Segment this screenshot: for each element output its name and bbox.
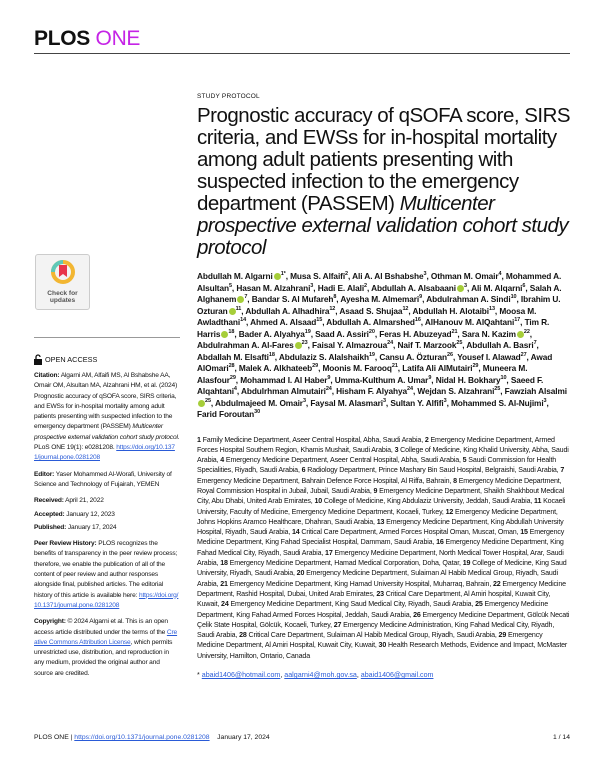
affiliation xyxy=(197,436,425,444)
affiliation-number: 9 xyxy=(373,486,378,495)
author-name: Naif T. Marzook xyxy=(397,340,457,350)
affiliation-ref: 29 xyxy=(472,363,479,370)
title-main: Prognostic accuracy of qSOFA score, SIRS criteria, and EWSs for in-hospital mortality among adult patients presenting with suspected infection to the emergency department (PASSEM) xyxy=(197,104,571,215)
editor xyxy=(34,470,180,491)
affiliation-text: Critical Care Department, Armed Forces Hospital Oman, Muscat, Oman, xyxy=(299,528,521,537)
affiliation-ref: 27 xyxy=(520,351,527,358)
author-name: Bader A. Alyahya xyxy=(238,328,305,339)
copyright-text: © 2024 Algarni et al. This is an open access article distributed under the terms of the xyxy=(34,618,168,636)
affiliation-ref: 19 xyxy=(304,328,311,335)
author-name: Abdullah H. Alotaibi xyxy=(412,305,489,316)
author xyxy=(451,398,547,408)
article-title xyxy=(197,105,572,259)
author-name: Abdullah A. Alsabaani xyxy=(371,282,456,293)
affiliation xyxy=(221,600,475,608)
affiliation xyxy=(220,456,462,464)
orcid-icon[interactable] xyxy=(295,342,302,349)
author xyxy=(431,271,502,281)
author xyxy=(426,294,516,304)
author xyxy=(379,329,457,339)
affiliation-number: 18 xyxy=(220,559,228,568)
author-name: Abdullah M. Algarni xyxy=(197,271,273,281)
author-name: Sara N. Kazim xyxy=(461,328,516,339)
sidebar-divider xyxy=(34,337,180,338)
badge-line2: updates xyxy=(49,297,76,304)
author xyxy=(312,340,393,350)
affiliation-ref: 5 xyxy=(228,282,232,289)
affiliation-number: 22 xyxy=(492,579,501,588)
affiliation-number: 16 xyxy=(436,538,444,547)
affiliation-ref: 4 xyxy=(498,271,502,278)
author-name: Abdulmajeed M. Omair xyxy=(215,397,303,408)
affiliation-number: 12 xyxy=(445,507,454,516)
citation-label: Citation: xyxy=(34,372,60,379)
affiliation-text: Emergency Medicine Department, Armed Forces Hospital Southern Region, Khamis Mushait, Saudi Arabia, xyxy=(197,435,555,454)
affiliation xyxy=(292,528,520,536)
open-lock-icon xyxy=(34,354,42,365)
author xyxy=(279,352,375,362)
peer-review-label: Peer Review History: xyxy=(34,540,97,548)
published-label: Published: xyxy=(34,523,67,531)
corresponding-emails: * abaid1406@hotmail.com, aalgarni4@moh.gov.sa, abaid1406@gmail.com xyxy=(197,671,434,680)
author-name: Wejdan S. Alzahrani xyxy=(417,386,495,396)
affiliation-ref: 22 xyxy=(523,328,530,335)
affiliation-text: Family Medicine Department, Aseer Central Hospital, Abha, Saudi Arabia, xyxy=(200,435,425,444)
author xyxy=(417,386,500,396)
author xyxy=(326,317,420,327)
affiliation-ref: 3 xyxy=(382,397,386,404)
affiliation-number: 24 xyxy=(221,600,229,609)
affiliation-ref: 16 xyxy=(414,317,421,324)
affiliation-text: Radiology Department, Prince Mashary Bin Saud Hospital, Belgraishi, Saudi Arabia, xyxy=(305,466,561,475)
author xyxy=(197,352,275,362)
affiliation-ref: 10 xyxy=(500,374,507,381)
affiliation-text: Saudi Commission for Health Specialities, Riyadh, Saudi Arabia, xyxy=(197,456,557,475)
author-name: Cansu A. Özturan xyxy=(379,351,448,362)
published xyxy=(34,523,180,533)
footer-journal: PLOS ONE | xyxy=(34,734,73,741)
affiliation-text: Emergency Medicine Department, Rashid Hospital, Dubai, United Arab Emirates, xyxy=(197,579,566,598)
article-type: STUDY PROTOCOL xyxy=(197,93,260,100)
author-name: Latifa Ali AlMutairi xyxy=(402,363,473,373)
affiliation-ref: 18 xyxy=(268,351,275,358)
copyright-label: Copyright: xyxy=(34,618,66,626)
affiliation-ref: 29 xyxy=(312,363,319,370)
author-name: Umma-Kulthum A. Umar xyxy=(334,374,429,385)
title-subtitle: Multicenter prospective external validation cohort study protocol xyxy=(197,192,569,259)
affiliation-number: 11 xyxy=(534,497,542,506)
affiliation-number: 15 xyxy=(520,528,528,537)
author-name: AlHanouv M. AlQahtani xyxy=(424,317,515,327)
published-date: January 17, 2024 xyxy=(67,523,117,531)
affiliation-ref: 21 xyxy=(451,328,458,335)
page-body xyxy=(0,54,600,685)
affiliation-text: Emergency Medicine Department, King Abdullah University Hospital, Riyadh, Saudi Arabia, xyxy=(197,517,564,537)
affiliations xyxy=(197,435,570,662)
affiliation-ref: 7 xyxy=(533,340,537,347)
main-column xyxy=(197,54,570,680)
affiliation-text: Critical Care Department, Al Amiri hospital, Kuwait City, Kuwait, xyxy=(197,589,551,609)
affiliation-text: College of Medicine, King Abdulaziz University, Jeddah, Saudi Arabia, xyxy=(322,497,535,506)
affiliation-number: 5 xyxy=(462,456,467,465)
affiliation-text: Emergency Medicine Department, Johns Hopkins Aramco Healthcare, Dhahran, Saudi Arabia, xyxy=(197,507,558,526)
author xyxy=(462,329,530,339)
author xyxy=(290,271,348,281)
author-name: Abdallah M. Elsafti xyxy=(197,351,269,362)
affiliation-ref: 25 xyxy=(494,386,501,393)
affiliation-ref: 3 xyxy=(423,271,427,278)
orcid-icon[interactable] xyxy=(517,331,524,338)
citation-journal: PLoS ONE 19(1): e0281208. xyxy=(34,444,115,452)
author-name: Nidal H. Bokhary xyxy=(435,374,501,385)
author xyxy=(457,352,526,362)
affiliation-ref: 3 xyxy=(310,282,314,289)
author-name: Salah A. Alghanem xyxy=(197,282,562,304)
author-name: Moonis M. Farooq xyxy=(322,363,392,373)
affiliation-text: Emergency Medicine Department, Aseer Central Hospital, Abha, Saudi Arabia, xyxy=(224,456,463,465)
author xyxy=(197,409,260,419)
author-name: Muneera M. Alasfour xyxy=(197,363,528,385)
affiliation-ref: 9 xyxy=(327,374,331,381)
affiliation xyxy=(220,580,493,588)
plos-one-logo xyxy=(34,28,570,50)
affiliation-ref: 19 xyxy=(368,351,375,358)
orcid-icon[interactable] xyxy=(229,308,236,315)
received-label: Received: xyxy=(34,497,64,505)
affiliation-number: 23 xyxy=(376,589,384,598)
citation-italic: Multicenter prospective external validation cohort study protocol. xyxy=(34,423,180,441)
logo-plos: PLOS xyxy=(34,27,90,50)
affiliation-ref: 24 xyxy=(325,386,332,393)
footer-date: January 17, 2024 xyxy=(217,734,270,741)
author-name: Abdulrahman A. Sindi xyxy=(426,294,511,304)
author-name: Asaad S. Shujaa xyxy=(339,305,403,316)
author-name: Abdullah A. Basri xyxy=(466,340,534,350)
author xyxy=(245,306,335,316)
affiliation-text: Emergency Medicine Department, Gölcük Necati Çelik State Hospital, Gölcük, Kocaeli, Turkey, xyxy=(197,610,570,629)
author-name: Abdulrahman A. Al-Fares xyxy=(197,340,294,350)
author-name: Musa S. Alfaifi xyxy=(290,271,346,281)
affiliation-text: Emergency Medicine Department, Bahrain Defence Force Hospital, Al Riffa, Bahrain, xyxy=(197,476,454,485)
author xyxy=(379,352,453,362)
author-name: Mohammed A. Alsultan xyxy=(197,271,562,293)
author xyxy=(318,283,367,293)
affiliation-text: Emergency Medicine Department, Sulaiman Al Habib Medical Group, Riyadh, Saudi Arabia, xyxy=(197,569,558,588)
affiliation-ref: 8 xyxy=(333,294,337,301)
author-name: Ali A. Al Bshabshe xyxy=(352,271,424,281)
affiliation-ref: 21 xyxy=(391,363,398,370)
affiliation-ref: 26 xyxy=(447,351,453,358)
author-name: Ahmed A. Alsaad xyxy=(250,317,317,327)
author-name: Hisham F. Alyahya xyxy=(336,386,408,396)
affiliation-ref: 3 xyxy=(464,282,467,289)
affiliation-ref: 2 xyxy=(364,282,367,289)
affiliation-number: 4 xyxy=(220,456,225,465)
author xyxy=(322,363,397,373)
author-name: Mohammad I. Al Haber xyxy=(240,374,328,385)
author xyxy=(240,375,330,385)
affiliation-text: Emergency Medicine Department, Al Amiri Hospital, Kuwait City, Kuwait, xyxy=(197,631,543,650)
received xyxy=(34,496,180,506)
copyright-text-end: , which permits unrestricted use, distribution, and reproduction in any medium, provided the original author and source are credited. xyxy=(34,638,173,677)
affiliation-text: Emergency Medicine Administration, King Fahad Medical City, Riyadh, Saudi Arabia, xyxy=(197,620,555,640)
citation-doi-link[interactable]: https://doi.org/10.1371/journal.pone.0281208 xyxy=(34,444,175,462)
author-name: Saad A. Assiri xyxy=(315,328,369,339)
author-name: Othman M. Omair xyxy=(430,271,499,281)
author xyxy=(425,317,520,327)
email-link[interactable]: aalgarni4@moh.gov.sa xyxy=(284,671,357,680)
affiliation-ref: 15 xyxy=(316,317,323,324)
affiliation-number: 7 xyxy=(560,466,565,475)
author xyxy=(336,386,413,396)
affiliation-ref: 12 xyxy=(329,305,336,312)
author xyxy=(315,329,375,339)
author xyxy=(436,375,507,385)
author xyxy=(471,283,525,293)
accepted xyxy=(34,510,180,520)
page-footer xyxy=(34,723,570,776)
affiliation-number: 25 xyxy=(475,600,483,609)
author-name: Abdullah A. Alhadhira xyxy=(245,305,330,316)
author xyxy=(239,329,311,339)
affiliation-ref: 7 xyxy=(244,294,248,301)
author-name: Feras H. Abuzeyad xyxy=(379,328,452,339)
author-name: Farid Foroutan xyxy=(197,409,255,419)
author-name: Abdulrhman Almutairi xyxy=(240,386,326,396)
orcid-icon[interactable] xyxy=(457,285,464,292)
affiliation-number: 27 xyxy=(333,620,342,629)
affiliation-number: 2 xyxy=(424,435,429,444)
author xyxy=(402,363,478,373)
author-name: Yousef I. Alawad xyxy=(457,351,521,362)
affiliation-ref: 30 xyxy=(254,409,261,416)
author-name: Abdulaziz S. Alalshaikh xyxy=(278,351,369,362)
affiliation-ref: 9 xyxy=(419,294,423,301)
editor-text: Yaser Mohammed Al-Worafi, University of Science and Technology of Fujairah, YEMEN xyxy=(34,470,172,488)
affiliation-text: Emergency Medicine Department, King Fahad Medical City, Riyadh, Saudi Arabia, xyxy=(197,538,564,557)
affiliation-text: Emergency Medicine Department, King Fahad Armed Forces Hospital, Jeddah, Saudi Arabia, xyxy=(197,600,549,619)
author xyxy=(397,340,462,350)
affiliation-ref: 23 xyxy=(301,340,308,347)
affiliation-ref: 28 xyxy=(228,363,235,370)
accepted-date: January 12, 2023 xyxy=(66,510,115,518)
author xyxy=(340,294,422,304)
affiliation-ref: 24 xyxy=(387,340,394,347)
author-name: Moosa M. Awladthani xyxy=(197,305,537,327)
affiliation xyxy=(220,559,462,567)
author xyxy=(250,317,322,327)
license-link[interactable]: Creative Commons Attribution License xyxy=(34,628,178,646)
author-name: Ayesha M. Almemari xyxy=(340,294,420,304)
author xyxy=(215,398,306,408)
author xyxy=(335,375,432,385)
received-date: April 21, 2022 xyxy=(65,497,104,505)
author-name: Bandar S. Al Mufareh xyxy=(251,294,334,304)
check-for-updates-button[interactable] xyxy=(35,254,90,310)
footer-doi-link[interactable]: https://doi.org/10.1371/journal.pone.0281208 xyxy=(74,734,210,741)
affiliation-number: 28 xyxy=(239,631,247,640)
affiliation-ref: 1* xyxy=(280,271,286,278)
affiliation-number: 21 xyxy=(220,579,228,588)
affiliation-number: 29 xyxy=(498,631,507,640)
sidebar xyxy=(34,54,180,685)
affiliation-ref: 20 xyxy=(368,328,375,335)
affiliation-text: Emergency Medicine Department, Hamad Medical Corporation, Doha, Qatar, xyxy=(227,559,463,568)
email-link[interactable]: abaid1406@hotmail.com xyxy=(201,671,281,680)
orcid-icon[interactable] xyxy=(274,273,281,280)
author xyxy=(197,340,308,350)
affiliation-text: Emergency Medicine Department, North Medical Tower Hospital, Arar, Saudi Arabia, xyxy=(197,548,564,568)
affiliation-ref: 10 xyxy=(510,294,517,301)
affiliation-text: Emergency Medicine Department, King Fahad Specialist Hospital, Dammam, Saudi Arabia, xyxy=(197,528,565,547)
affiliation xyxy=(314,497,534,505)
affiliation-ref: 12 xyxy=(402,305,409,312)
peer-review-history xyxy=(34,539,180,611)
author xyxy=(197,271,286,281)
affiliation-ref: 4 xyxy=(233,386,237,393)
affiliation-ref: 24 xyxy=(407,386,413,393)
affiliation-ref: 25 xyxy=(456,340,463,347)
accepted-label: Accepted: xyxy=(34,510,65,518)
affiliation-text: Emergency Medicine Department, King Hamad University Hospital, Muharraq, Bahrain, xyxy=(227,579,493,588)
affiliation-text: Health Research Methods, Evidence and Impact, McMaster University, Hamilton, Ontario, Canada xyxy=(197,641,568,660)
affiliation-number: 26 xyxy=(413,610,421,619)
author xyxy=(310,398,386,408)
affiliation-number: 19 xyxy=(462,559,471,568)
affiliation-ref: 13 xyxy=(488,305,495,312)
affiliation-number: 1 xyxy=(197,435,201,444)
author xyxy=(352,271,426,281)
affiliation-number: 30 xyxy=(378,641,387,650)
author xyxy=(466,340,536,350)
author-name: Hasan M. Alzahrani xyxy=(236,282,311,293)
affiliation-number: 6 xyxy=(301,466,306,475)
author-name: Malek A. Alkhateeb xyxy=(238,363,313,373)
affiliation-text: Critical Care Department, Sulaiman Al Habib Medical Group, Riyadh, Saudi Arabia, xyxy=(246,631,499,640)
author-name: Fawziah Alsalmi xyxy=(504,386,567,396)
peer-review-link[interactable]: https://doi.org/10.1371/journal.pone.0281208 xyxy=(34,591,179,609)
check-updates-icon xyxy=(50,259,76,285)
author xyxy=(241,386,332,396)
peer-review-text: PLOS recognizes the benefits of transparency in the peer review process; therefore, we enable the publication of all of the content of peer review and author responses alongside final, published articles. The editorial history of this article is available here: xyxy=(34,540,178,599)
citation xyxy=(34,371,180,464)
affiliation-ref: 11 xyxy=(235,305,242,312)
affiliation-text: College of Medicine, King Khalid University, Abha, Saudi Arabia, xyxy=(197,445,569,465)
affiliation xyxy=(239,631,498,639)
author xyxy=(371,283,467,293)
author-name: Tim R. Harris xyxy=(197,317,550,339)
affiliation-ref: 25 xyxy=(205,397,211,404)
affiliation-text: College of Medicine, King Saud University, Riyadh, Saudi Arabia, xyxy=(197,559,567,578)
affiliation-number: 20 xyxy=(296,569,305,578)
affiliation-ref: 3 xyxy=(443,397,447,404)
affiliation-ref: 17 xyxy=(514,317,521,324)
author xyxy=(239,363,318,373)
author-name: Sultan Y. Alfifi xyxy=(390,397,444,408)
badge-line1: Check for xyxy=(47,290,78,297)
author-name: Faisal Y. Almazroua xyxy=(312,340,388,350)
author-list: Abdullah M. Algarni $^{1*}$, Musa S. Alfaifi$^2$, Ali A. Al Bshabshe$^3$, Othman M. Omair$^4$, Mohammed A. Alsultan$^5$, Hasan M. Alzahrani$^3$, Hadi E. Alali$^2$, Abdullah A. Alsabaani $^3$, Ali M. Alqarni$^6$, Salah A. Alghanem $^7$, Bandar S. Al Mufareh$^8$, Ayesha M. Almemari$^9$, Abdulrahman A. Sindi$^{10}$, Ibrahim U. Ozturan $^{11}$, Abdullah A. Alhadhira$^{12}$, Asaad S. Shujaa$^{12}$, Abdullah H. Alotaibi$^{13}$, Moosa M. Awladthani$^{14}$, Ahmed A. Alsaad$^{15}$, Abdullah A. Almarshed$^{16}$, AlHanouv M. AlQahtani$^{17}$, Tim R. Harris $^{18}$, Bader A. Alyahya$^{19}$, Saad A. Assiri$^{20}$, Feras H. Abuzeyad$^{21}$, Sara N. Kazim $^{22}$, Abdulrahman A. Al-Fares $^{23}$, Faisal Y. Almazroua$^{24}$, Naif T. Marzook$^{25}$, Abdullah A. Basri$^7$, Abdallah M. Elsafti$^{18}$, Abdulaziz S. Alalshaikh$^{19}$, Cansu A. Özturan$^{26}$, Yousef I. Alawad$^{27}$, Awad AlOmari$^{28}$, Malek A. Alkhateeb$^{29}$, Moonis M. Farooq$^{21}$, Latifa Ali AlMutairi$^{29}$, Muneera M. Alasfour$^{29}$, Mohammad I. Al Haber$^9$, Umma-Kulthum A. Umar$^9$, Nidal H. Bokhary$^{10}$, Saeed F. Alqahtani$^4$, Abdulrhman Almutairi$^{24}$, Hisham F. Alyahya$^{24}$, Wejdan S. Alzahrani$^{25}$, Fawziah Alsalmi$^{25}$, Abdulmajeed M. Omair$^3$, Faysal M. Alasmari$^3$, Sultan Y. Alfifi$^3$, Mohammed S. Al-Nujimi$^3$, Farid Foroutan$^{30}$ xyxy=(197,271,567,419)
author xyxy=(252,294,337,304)
affiliation-ref: 2 xyxy=(345,271,348,278)
logo-one: ONE xyxy=(95,27,141,50)
author-name: Ali M. Alqarni xyxy=(471,282,523,293)
author-name: Saeed F. Alqahtani xyxy=(197,374,544,396)
open-access xyxy=(34,354,180,365)
page-header xyxy=(34,28,570,54)
author xyxy=(236,283,313,293)
affiliation-ref: 3 xyxy=(543,397,547,404)
author-name: Hadi E. Alali xyxy=(317,282,365,293)
affiliation xyxy=(302,466,561,474)
author-name: Mohammed S. Al-Nujimi xyxy=(450,397,544,408)
affiliation-ref: 6 xyxy=(522,282,526,289)
author-name: Abdullah A. Almarshed xyxy=(326,317,415,327)
page-number: 1 / 14 xyxy=(552,734,570,741)
orcid-icon[interactable] xyxy=(198,400,205,407)
affiliation-number: 10 xyxy=(314,497,323,506)
affiliation-ref: 9 xyxy=(428,374,432,381)
affiliation-number: 14 xyxy=(291,528,300,537)
affiliation-text: Emergency Medicine Department, King Saud Medical City, Riyadh, Saudi Arabia, xyxy=(228,600,476,609)
affiliation-text: Kocaeli University, Faculty of Medicine, Emergency Medicine Department, Kocaeli, Turkey, xyxy=(197,497,566,516)
author xyxy=(339,306,408,316)
author-name: Faysal M. Alasmari xyxy=(310,397,383,408)
citation-text: Algarni AM, Alfaifi MS, Al Bshabshe AA, Omair OM, Alsultan MA, Alzahrani HM, et al. (2024) Prognostic accuracy of qSOFA score, SIRS criteria, and EWSs for in-hospital mortality among adult patients presenting with suspected infection to the emergency department (PASSEM) xyxy=(34,372,178,431)
author xyxy=(390,398,446,408)
author-name: Awad AlOmari xyxy=(197,351,553,373)
affiliation-number: 8 xyxy=(453,476,457,485)
open-access-label: OPEN ACCESS xyxy=(45,355,98,364)
affiliation-ref: 3 xyxy=(302,397,306,404)
copyright xyxy=(34,617,180,679)
affiliation-number: 13 xyxy=(376,517,385,526)
affiliation-number: 3 xyxy=(394,445,399,454)
author xyxy=(412,306,494,316)
editor-label: Editor: xyxy=(34,470,55,478)
affiliation-ref: 29 xyxy=(229,374,236,381)
affiliation-number: 17 xyxy=(325,548,333,557)
affiliation-ref: 14 xyxy=(240,317,247,324)
affiliation-text: Emergency Medicine Department, Shaikh Shakhbout Medical City, Abu Dhabi, United Arab Emirates, xyxy=(197,486,565,506)
author-name: Ibrahim U. Ozturan xyxy=(197,294,561,316)
affiliation-text: Emergency Medicine Department, Royal Commission Hospital in Jubail, Jubail, Saudi Arabia, xyxy=(197,476,562,495)
affiliation-ref: 18 xyxy=(228,328,235,335)
email-link[interactable]: abaid1406@gmail.com xyxy=(360,671,434,680)
email-star: * xyxy=(197,671,200,680)
